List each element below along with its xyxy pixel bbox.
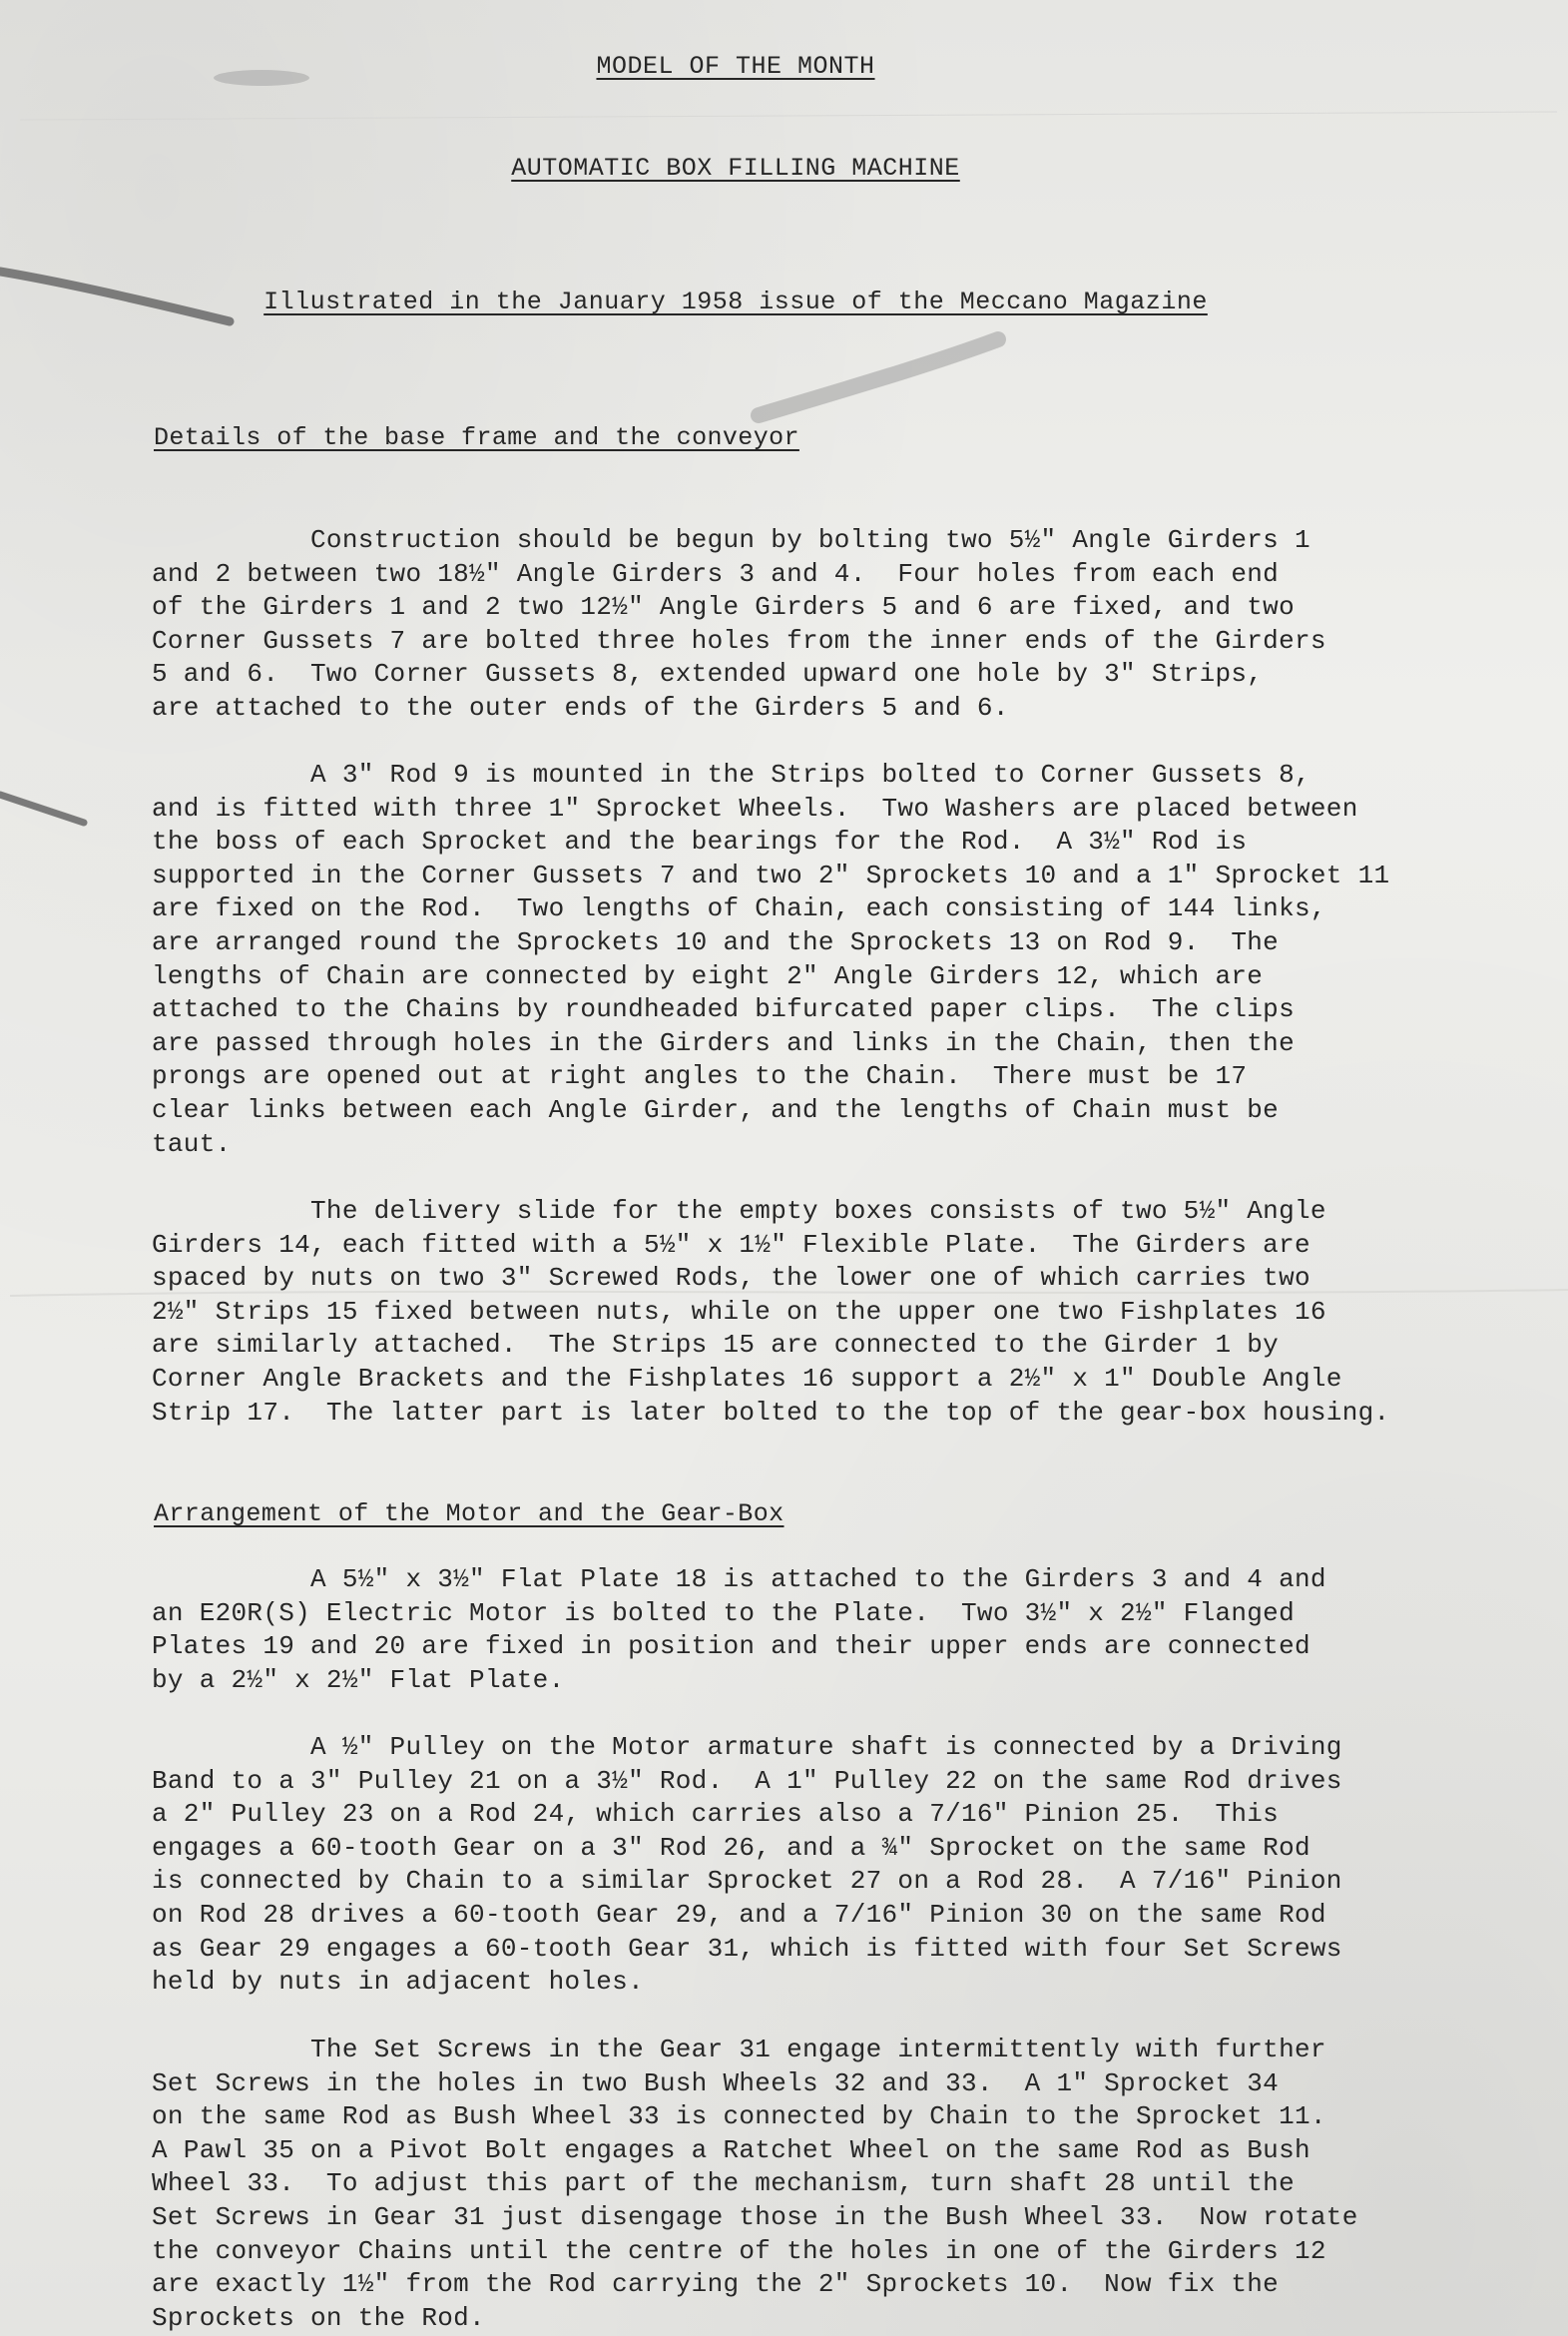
text-line: Girders 14, each fitted with a 5½" x 1½" Flexible Plate. The Girders are — [152, 1229, 1310, 1260]
model-title: AUTOMATIC BOX FILLING MACHINE — [511, 154, 960, 183]
text-line: are attached to the outer ends of the Girders 5 and 6. — [152, 692, 1009, 723]
text-line: by a 2½" x 2½" Flat Plate. — [152, 1664, 565, 1695]
text-line: A 5½" x 3½" Flat Plate 18 is attached to the Girders 3 and 4 and — [152, 1564, 1326, 1594]
text-line: Wheel 33. To adjust this part of the mechanism, turn shaft 28 until the — [152, 2168, 1295, 2199]
text-line: 2½" Strips 15 fixed between nuts, while on the upper one two Fishplates 16 — [152, 1296, 1326, 1327]
text-line: Set Screws in Gear 31 just disengage those in the Bush Wheel 33. Now rotate — [152, 2201, 1358, 2232]
text-line: taut. — [152, 1128, 232, 1159]
text-line: supported in the Corner Gussets 7 and two 2" Sprockets 10 and a 1" Sprocket 11 — [152, 860, 1390, 890]
paragraph-rod-and-chains — [152, 759, 1479, 1161]
section-heading-base-frame: Details of the base frame and the conveyor — [154, 423, 799, 452]
text-line: spaced by nuts on two 3" Screwed Rods, the lower one of which carries two — [152, 1263, 1310, 1294]
paragraph-construction — [152, 524, 1479, 726]
text-line: A 3" Rod 9 is mounted in the Strips bolted to Corner Gussets 8, — [152, 760, 1310, 790]
text-line: of the Girders 1 and 2 two 12½" Angle Girders 5 and 6 are fixed, and two — [152, 592, 1295, 623]
text-line: are exactly 1½" from the Rod carrying the 2" Sprockets 10. Now fix the — [152, 2269, 1280, 2300]
text-line: A Pawl 35 on a Pivot Bolt engages a Ratchet Wheel on the same Rod as Bush — [152, 2134, 1310, 2165]
text-line: Set Screws in the holes in two Bush Wheels 32 and 33. A 1" Sprocket 34 — [152, 2067, 1280, 2098]
text-line: Strip 17. The latter part is later bolted to the top of the gear-box housing. — [152, 1397, 1390, 1428]
text-line: 5 and 6. Two Corner Gussets 8, extended upward one hole by 3" Strips, — [152, 659, 1264, 690]
text-line: engages a 60-tooth Gear on a 3" Rod 26, and a ¾" Sprocket on the same Rod — [152, 1832, 1310, 1863]
text-line: as Gear 29 engages a 60-tooth Gear 31, which is fitted with four Set Screws — [152, 1933, 1342, 1964]
text-line: The delivery slide for the empty boxes consists of two 5½" Angle — [152, 1196, 1326, 1226]
text-line: lengths of Chain are connected by eight 2" Angle Girders 12, which are — [152, 960, 1264, 991]
text-line: prongs are opened out at right angles to the Chain. There must be 17 — [152, 1061, 1248, 1092]
text-line: on Rod 28 drives a 60-tooth Gear 29, and a 7/16" Pinion 30 on the same Rod — [152, 1899, 1326, 1930]
document-subtitle: Illustrated in the January 1958 issue of the Meccano Magazine — [263, 288, 1208, 316]
text-line: the boss of each Sprocket and the bearings for the Rod. A 3½" Rod is — [152, 827, 1248, 858]
text-line: A ½" Pulley on the Motor armature shaft is connected by a Driving — [152, 1732, 1342, 1762]
text-line: Construction should be begun by bolting two 5½" Angle Girders 1 — [152, 525, 1310, 555]
text-line: are arranged round the Sprockets 10 and the Sprockets 13 on Rod 9. The — [152, 926, 1280, 957]
text-line: and is fitted with three 1" Sprocket Wheels. Two Washers are placed between — [152, 793, 1358, 824]
text-line: a 2" Pulley 23 on a Rod 24, which carries also a 7/16" Pinion 25. This — [152, 1799, 1280, 1830]
text-line: are similarly attached. The Strips 15 are connected to the Girder 1 by — [152, 1330, 1280, 1361]
paragraph-set-screws — [152, 2034, 1479, 2335]
text-line: held by nuts in adjacent holes. — [152, 1967, 644, 1998]
paragraph-delivery-slide — [152, 1195, 1479, 1430]
text-line: the conveyor Chains until the centre of the holes in one of the Girders 12 — [152, 2235, 1326, 2266]
text-line: an E20R(S) Electric Motor is bolted to the Plate. Two 3½" x 2½" Flanged — [152, 1597, 1295, 1628]
text-line: on the same Rod as Bush Wheel 33 is connected by Chain to the Sprocket 11. — [152, 2101, 1326, 2132]
text-line: are passed through holes in the Girders and links in the Chain, then the — [152, 1027, 1295, 1058]
paragraph-flat-plate — [152, 1563, 1479, 1697]
section-heading-motor-gearbox: Arrangement of the Motor and the Gear-Box — [154, 1499, 784, 1528]
text-line: The Set Screws in the Gear 31 engage intermittently with further — [152, 2035, 1326, 2064]
text-line: Corner Angle Brackets and the Fishplates 16 support a 2½" x 1" Double Angle — [152, 1363, 1342, 1394]
text-line: clear links between each Angle Girder, and the lengths of Chain must be — [152, 1094, 1280, 1125]
header-title: MODEL OF THE MONTH — [596, 52, 875, 81]
text-line: and 2 between two 18½" Angle Girders 3 and 4. Four holes from each end — [152, 558, 1280, 589]
text-line: Plates 19 and 20 are fixed in position and their upper ends are connected — [152, 1631, 1310, 1662]
text-line: Sprockets on the Rod. — [152, 2302, 485, 2333]
paragraph-pulleys-and-gears — [152, 1731, 1479, 2000]
text-line: is connected by Chain to a similar Sprocket 27 on a Rod 28. A 7/16" Pinion — [152, 1866, 1342, 1897]
text-line: Band to a 3" Pulley 21 on a 3½" Rod. A 1" Pulley 22 on the same Rod drives — [152, 1765, 1342, 1796]
text-line: Corner Gussets 7 are bolted three holes from the inner ends of the Girders — [152, 625, 1326, 656]
text-line: are fixed on the Rod. Two lengths of Chain, each consisting of 144 links, — [152, 893, 1326, 924]
text-line: attached to the Chains by roundheaded bifurcated paper clips. The clips — [152, 994, 1295, 1025]
